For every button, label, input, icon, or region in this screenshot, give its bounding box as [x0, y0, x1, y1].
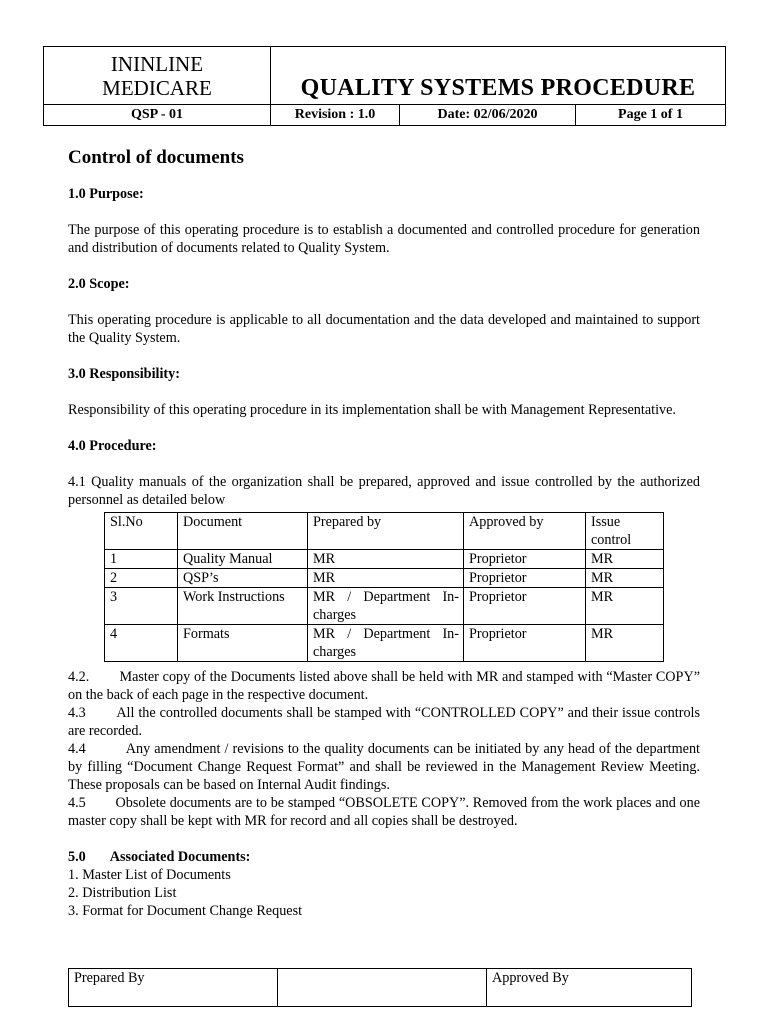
revision: Revision : 1.0	[271, 105, 400, 126]
table-cell: Quality Manual	[178, 550, 308, 569]
table-cell: MR	[586, 569, 664, 588]
document-control-table	[104, 512, 664, 662]
associated-documents	[68, 848, 700, 920]
company-line-2: MEDICARE	[102, 75, 212, 100]
responsibility-heading: 3.0 Responsibility:	[68, 366, 180, 382]
associated-number: 5.0	[68, 849, 86, 865]
company-line-1: ININLINE	[110, 51, 204, 76]
procedure-heading: 4.0 Procedure:	[68, 438, 157, 454]
table-cell: QSP’s	[178, 569, 308, 588]
associated-heading	[68, 848, 700, 866]
table-cell: 4	[105, 625, 178, 662]
approved-by-cell: Approved By	[487, 969, 692, 1007]
table-row	[105, 569, 664, 588]
table-cell: MR	[308, 550, 464, 569]
purpose-text: The purpose of this operating procedure is to establish a documented and controlled procedure for generation and distribution of documents related to Quality System.	[68, 222, 700, 256]
table-cell: Proprietor	[464, 550, 586, 569]
table-cell: MR / Department In-charges	[308, 625, 464, 662]
table-cell: Work Instructions	[178, 588, 308, 625]
purpose-heading: 1.0 Purpose:	[68, 186, 144, 202]
table-cell: MR	[586, 588, 664, 625]
table-cell: 1	[105, 550, 178, 569]
table-cell: MR	[586, 625, 664, 662]
document-type-title: QUALITY SYSTEMS PROCEDURE	[271, 47, 726, 105]
procedure-intro: 4.1 Quality manuals of the organization shall be prepared, approved and issue controlled by the authorized personnel as detailed below	[68, 474, 700, 508]
table-header-cell: Prepared by	[308, 513, 464, 550]
document-body	[68, 146, 704, 920]
prepared-by-cell: Prepared By	[69, 969, 278, 1007]
procedure-items	[68, 668, 704, 830]
table-row	[105, 550, 664, 569]
procedure-item-4-3: 4.3 All the controlled documents shall be stamped with “CONTROLLED COPY” and their issue controls are recorded.	[68, 705, 704, 739]
responsibility-text: Responsibility of this operating procedure in its implementation shall be with Management Representative.	[68, 402, 676, 418]
table-header-cell: Sl.No	[105, 513, 178, 550]
table-cell: Proprietor	[464, 625, 586, 662]
table-cell: Proprietor	[464, 588, 586, 625]
signature-middle-cell	[278, 969, 487, 1007]
doc-number: QSP - 01	[44, 105, 271, 126]
document-header	[43, 46, 726, 126]
table-cell: MR	[586, 550, 664, 569]
table-cell: Formats	[178, 625, 308, 662]
table-cell: MR / Department In-charges	[308, 588, 464, 625]
page-number: Page 1 of 1	[576, 105, 726, 126]
table-row	[105, 625, 664, 662]
table-header-cell: Approved by	[464, 513, 586, 550]
procedure-item-4-4: 4.4 Any amendment / revisions to the quality documents can be initiated by any head of the department by filling “Document Change Request Format” and shall be reviewed in the Management Review Meeting. These proposals can be based on Internal Audit findings.	[68, 741, 704, 793]
associated-title: Associated Documents:	[109, 849, 251, 865]
table-cell: 2	[105, 569, 178, 588]
table-cell: 3	[105, 588, 178, 625]
table-header-cell: Issue control	[586, 513, 664, 550]
scope-heading: 2.0 Scope:	[68, 276, 130, 292]
issue-date: Date: 02/06/2020	[400, 105, 576, 126]
signature-table	[68, 968, 692, 1007]
table-cell: MR	[308, 569, 464, 588]
table-cell: Proprietor	[464, 569, 586, 588]
company-name	[44, 47, 271, 105]
procedure-item-4-5: 4.5 Obsolete documents are to be stamped “OBSOLETE COPY”. Removed from the work places and one master copy shall be kept with MR for record and all copies shall be destroyed.	[68, 795, 704, 829]
list-item: 1. Master List of Documents	[68, 867, 231, 883]
scope-text: This operating procedure is applicable to all documentation and the data developed and maintained to support the Quality System.	[68, 312, 700, 346]
table-header-cell: Document	[178, 513, 308, 550]
table-row	[105, 588, 664, 625]
procedure-item-4-2: 4.2. Master copy of the Documents listed above shall be held with MR and stamped with “Master COPY” on the back of each page in the respective document.	[68, 669, 704, 703]
list-item: 3. Format for Document Change Request	[68, 903, 303, 919]
table-header-row	[105, 513, 664, 550]
document-title: Control of documents	[68, 147, 244, 168]
list-item: 2. Distribution List	[68, 885, 177, 901]
